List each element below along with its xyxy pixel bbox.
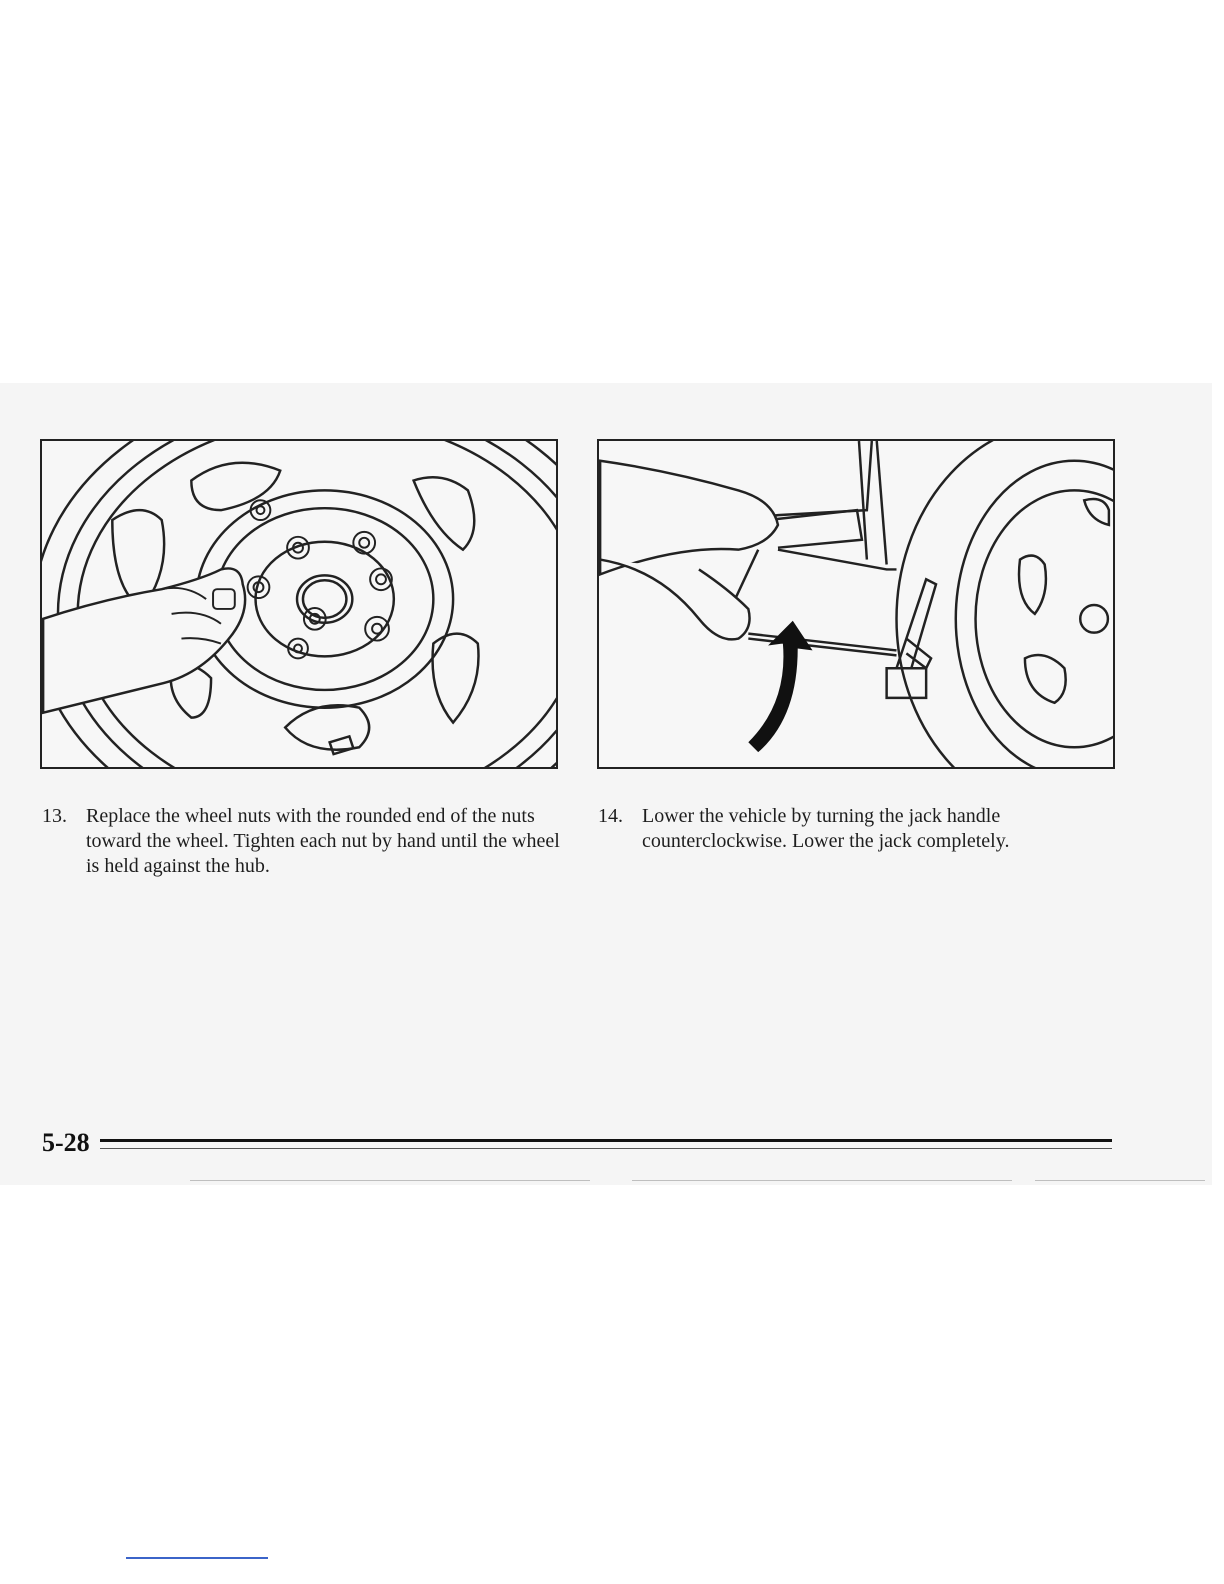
footer-rule-thin [100,1148,1112,1149]
scan-artifact-line [190,1180,590,1181]
step-number: 13. [42,805,67,827]
page-number: 5-28 [42,1128,90,1157]
step-text: Replace the wheel nuts with the rounded end of the nuts toward the wheel. Tighten each nut by hand until the wheel is held against the hub. [86,805,560,877]
step-text: Lower the vehicle by turning the jack handle counterclockwise. Lower the jack completely. [642,805,1010,852]
bottom-link-underline[interactable] [126,1557,268,1559]
scan-artifact-line [632,1180,1012,1181]
wheel-nuts-illustration [40,439,558,769]
jack-lowering-illustration [597,439,1115,769]
step-number: 14. [598,805,623,827]
wheel-hub-hand-illustration [42,441,556,767]
jack-handle-arrow-illustration [599,441,1113,767]
footer-rule [100,1139,1112,1142]
scan-artifact-line [1035,1180,1205,1181]
